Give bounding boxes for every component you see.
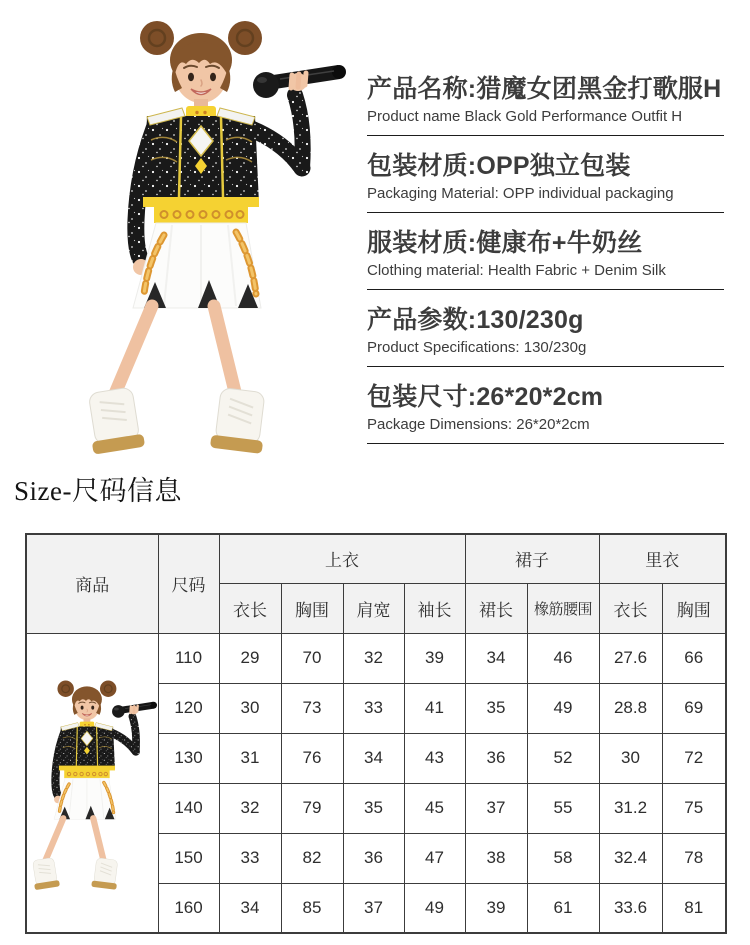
value-cell: 41 (404, 683, 465, 733)
value-cell: 34 (465, 633, 527, 683)
info-zh-line: 包装尺寸:26*20*2cm (367, 383, 604, 411)
group-header-top: 上衣 (219, 534, 465, 583)
value-cell: 58 (527, 833, 599, 883)
value-cell: 78 (662, 833, 726, 883)
col-header-size: 尺码 (158, 534, 219, 633)
value-cell: 33 (343, 683, 404, 733)
info-package-dimensions (367, 382, 724, 444)
size-section-heading: Size-尺码信息 (14, 476, 182, 506)
value-cell: 33.6 (599, 883, 662, 933)
size-cell: 160 (158, 883, 219, 933)
model-illustration (52, 0, 352, 470)
size-cell: 140 (158, 783, 219, 833)
sub-header-top-bust: 胸围 (281, 583, 343, 633)
value-cell: 76 (281, 733, 343, 783)
size-table (25, 533, 727, 934)
value-cell: 38 (465, 833, 527, 883)
table-row (26, 633, 726, 683)
value-cell: 39 (404, 633, 465, 683)
info-packaging-material (367, 151, 724, 213)
value-cell: 85 (281, 883, 343, 933)
info-product-specs (367, 305, 724, 367)
group-header-skirt: 裙子 (465, 534, 599, 583)
value-cell: 43 (404, 733, 465, 783)
value-cell: 34 (219, 883, 281, 933)
value-cell: 45 (404, 783, 465, 833)
value-cell: 82 (281, 833, 343, 883)
value-cell: 81 (662, 883, 726, 933)
value-cell: 34 (343, 733, 404, 783)
size-cell: 120 (158, 683, 219, 733)
product-thumbnail (27, 669, 158, 897)
value-cell: 72 (662, 733, 726, 783)
value-cell: 36 (465, 733, 527, 783)
value-cell: 73 (281, 683, 343, 733)
value-cell: 36 (343, 833, 404, 883)
value-cell: 30 (219, 683, 281, 733)
info-en-line: Product name Black Gold Performance Outfit H (367, 108, 683, 125)
value-cell: 39 (465, 883, 527, 933)
info-en-line: Clothing material: Health Fabric + Denim Silk (367, 262, 666, 279)
value-cell: 47 (404, 833, 465, 883)
info-zh-line: 产品参数:130/230g (367, 306, 584, 334)
info-zh-line: 包装材质:OPP独立包装 (367, 152, 631, 180)
value-cell: 70 (281, 633, 343, 683)
info-zh-line: 产品名称:猎魔女团黑金打歌服H (367, 75, 722, 103)
value-cell: 61 (527, 883, 599, 933)
value-cell: 35 (465, 683, 527, 733)
value-cell: 32.4 (599, 833, 662, 883)
value-cell: 28.8 (599, 683, 662, 733)
sub-header-skirt-length: 裙长 (465, 583, 527, 633)
value-cell: 52 (527, 733, 599, 783)
value-cell: 66 (662, 633, 726, 683)
info-product-name (367, 74, 724, 136)
value-cell: 37 (343, 883, 404, 933)
value-cell: 75 (662, 783, 726, 833)
info-zh-line: 服装材质:健康布+牛奶丝 (367, 229, 643, 257)
sub-header-top-length: 衣长 (219, 583, 281, 633)
sub-header-skirt-waist: 橡筋腰围 (527, 583, 599, 633)
value-cell: 32 (343, 633, 404, 683)
info-en-line: Package Dimensions: 26*20*2cm (367, 416, 590, 433)
sub-header-inner-length: 衣长 (599, 583, 662, 633)
value-cell: 31.2 (599, 783, 662, 833)
size-table-wrap (25, 533, 727, 934)
info-en-line: Product Specifications: 130/230g (367, 339, 587, 356)
value-cell: 35 (343, 783, 404, 833)
group-header-inner: 里衣 (599, 534, 726, 583)
value-cell: 27.6 (599, 633, 662, 683)
value-cell: 29 (219, 633, 281, 683)
value-cell: 49 (527, 683, 599, 733)
value-cell: 32 (219, 783, 281, 833)
value-cell: 55 (527, 783, 599, 833)
info-clothing-material (367, 228, 724, 290)
value-cell: 49 (404, 883, 465, 933)
size-cell: 130 (158, 733, 219, 783)
sub-header-top-sleeve: 袖长 (404, 583, 465, 633)
info-en-line: Packaging Material: OPP individual packaging (367, 185, 674, 202)
product-info-list (367, 74, 724, 459)
model-thumbnail-illustration (27, 669, 158, 897)
value-cell: 37 (465, 783, 527, 833)
sub-header-top-shoulder: 肩宽 (343, 583, 404, 633)
value-cell: 30 (599, 733, 662, 783)
size-cell: 150 (158, 833, 219, 883)
model-photo (52, 0, 352, 470)
value-cell: 31 (219, 733, 281, 783)
product-thumbnail-cell (26, 633, 158, 933)
size-cell: 110 (158, 633, 219, 683)
value-cell: 69 (662, 683, 726, 733)
sub-header-inner-bust: 胸围 (662, 583, 726, 633)
col-header-product: 商品 (26, 534, 158, 633)
value-cell: 33 (219, 833, 281, 883)
value-cell: 79 (281, 783, 343, 833)
value-cell: 46 (527, 633, 599, 683)
